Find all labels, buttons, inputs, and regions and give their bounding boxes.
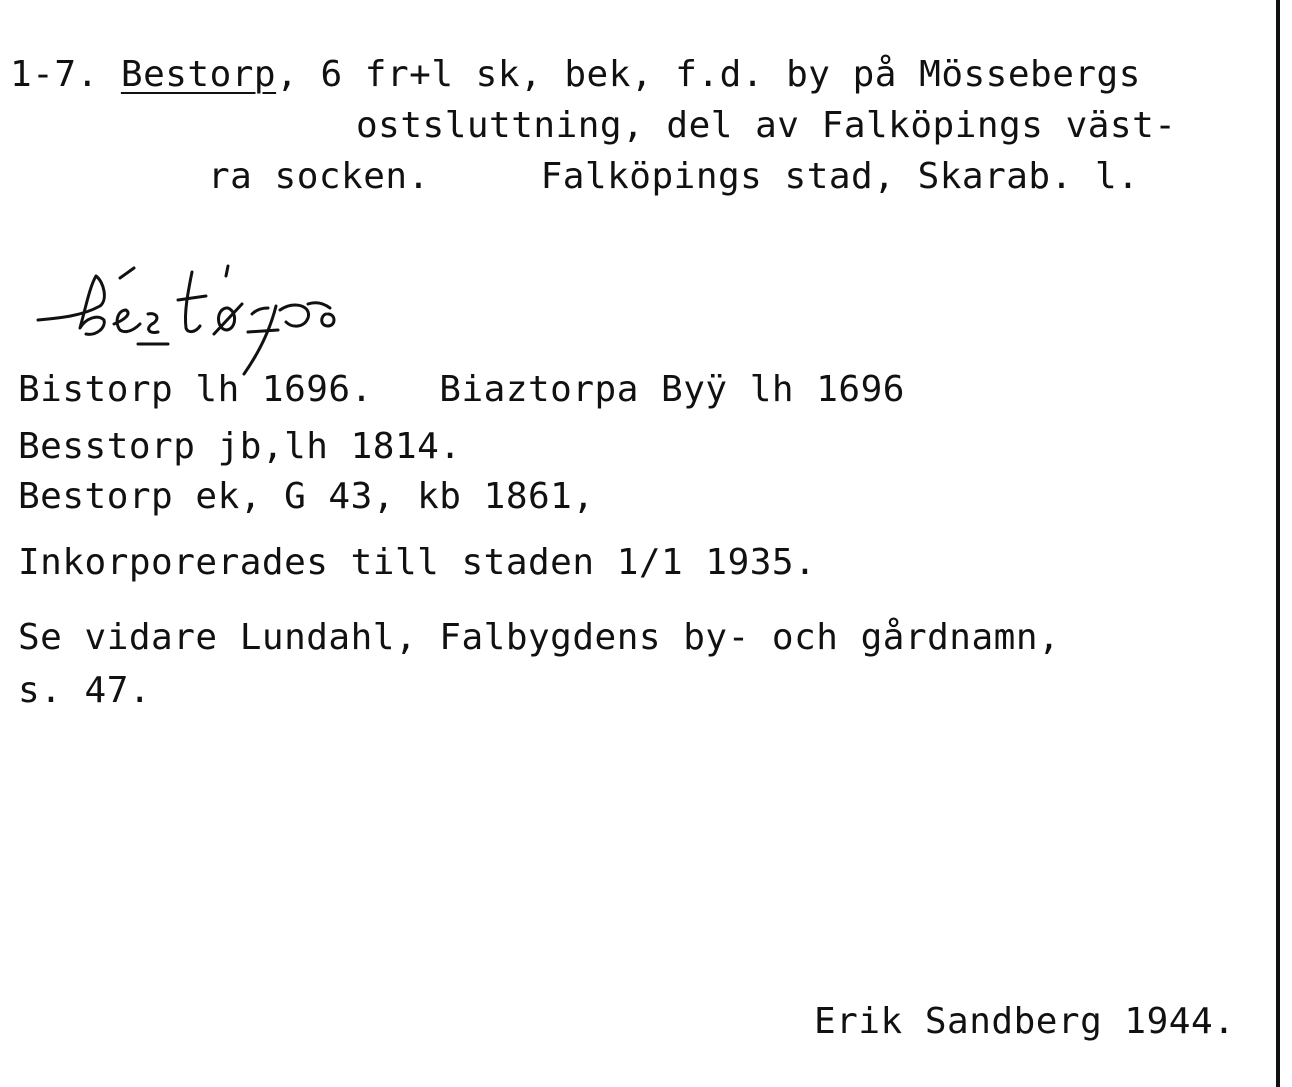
entry-description-line1: , 6 fr+l sk, bek, f.d. by på Mössebergs [276,54,1141,95]
card-edge [1276,0,1280,1087]
attestation-line: Bestorp ek, G 43, kb 1861, [18,476,595,517]
signature: Erik Sandberg 1944. [814,1001,1236,1042]
attestation-line: Bistorp lh 1696. Biaztorpa Byÿ lh 1696 [18,369,905,410]
reference-line2: s. 47. [18,670,152,711]
handwritten-pronunciation [30,258,370,383]
entry-header-line [10,55,1141,95]
entry-description-line2: ostsluttning, del av Falköpings väst- [356,105,1177,146]
entry-description-line3: ra socken. Falköpings stad, Skarab. l. [208,156,1140,197]
incorporation-note: Inkorporerades till staden 1/1 1935. [18,542,817,583]
entry-name: Bestorp [120,54,277,95]
entry-number: 1-7. [10,54,99,95]
attestation-line: Besstorp jb,lh 1814. [18,426,462,467]
reference-line1: Se vidare Lundahl, Falbygdens by- och gårdnamn, [18,617,1061,658]
